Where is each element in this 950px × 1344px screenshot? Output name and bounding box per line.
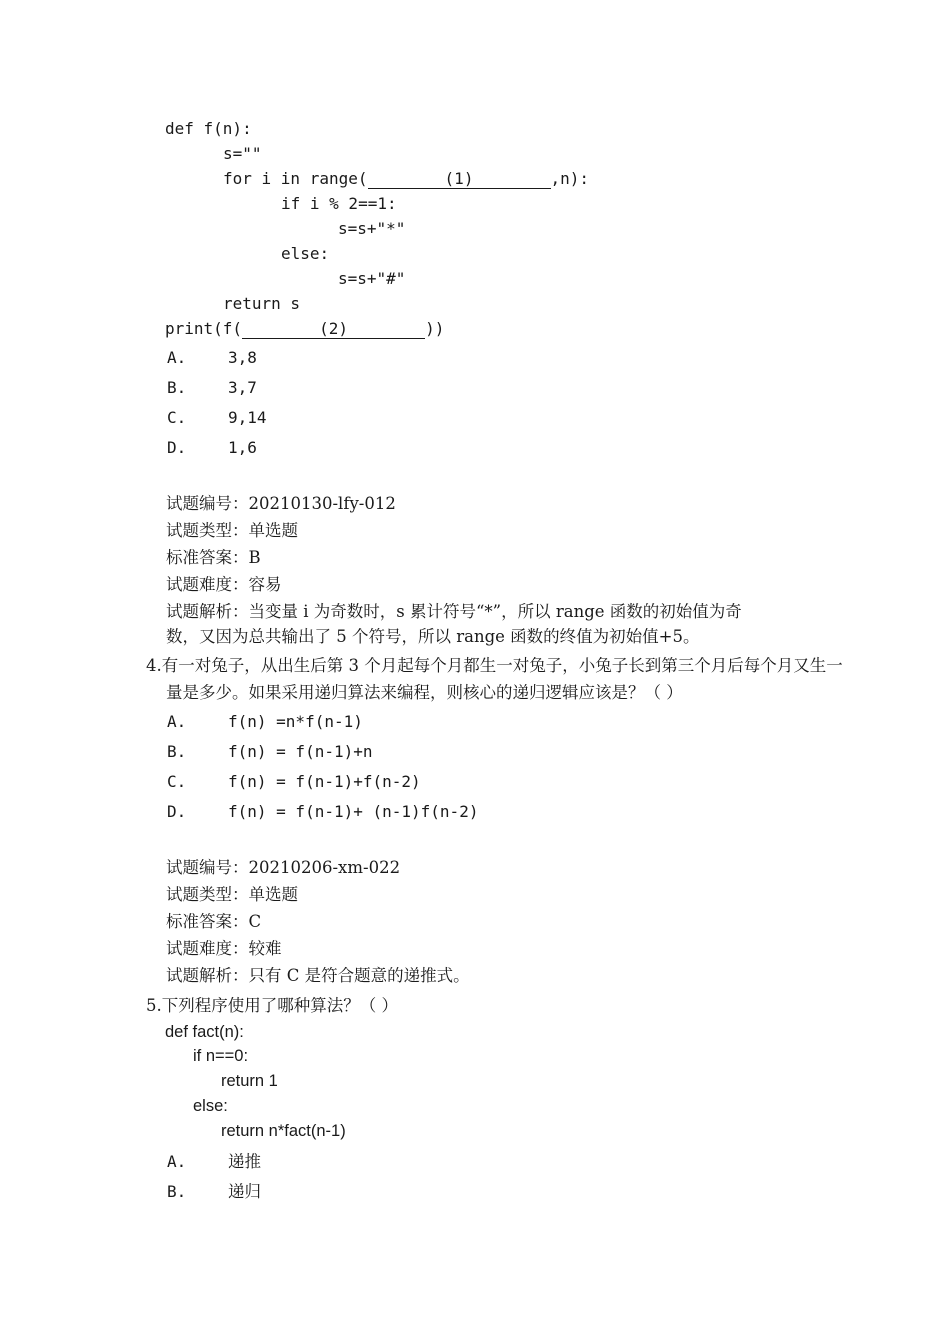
question-stem: 5.下列程序使用了哪种算法？（ ） (146, 996, 398, 1015)
option-text: 递推 (228, 1152, 261, 1171)
question-stem: 量是多少。如果采用递归算法来编程，则核心的递归逻辑应该是？（ ） (166, 683, 683, 702)
question-type: 试题类型：单选题 (166, 521, 298, 540)
option-text: 3,8 (228, 348, 257, 367)
option-text: f(n) = f(n-1)+f(n-2) (228, 772, 421, 791)
analysis-line: 试题解析：只有 C 是符合题意的递推式。 (166, 966, 470, 985)
analysis-line: 数，又因为总共输出了 5 个符号，所以 range 函数的终值为初始值+5。 (166, 627, 700, 646)
code-line (165, 318, 444, 340)
code-line (223, 168, 589, 190)
code-line: if n==0: (193, 1047, 249, 1065)
option-text: 3,7 (228, 378, 257, 397)
difficulty: 试题难度：较难 (166, 939, 282, 958)
standard-answer: 标准答案：C (166, 912, 262, 931)
code-line: else: (281, 244, 330, 263)
fill-blank-1: (1) (368, 170, 551, 189)
option-letter: A. (167, 712, 187, 731)
question-type: 试题类型：单选题 (166, 885, 298, 904)
code-line: s=s+"#" (338, 269, 406, 288)
code-text: print(f( (165, 319, 243, 338)
fill-blank-2: (2) (242, 320, 425, 339)
option-letter: A. (167, 1152, 187, 1171)
option-letter: D. (167, 438, 187, 457)
code-line: def f(n): (165, 119, 252, 138)
code-text: ,n): (550, 169, 590, 188)
code-text: for i in range( (223, 169, 368, 188)
option-letter: C. (167, 408, 187, 427)
difficulty: 试题难度：容易 (166, 575, 282, 594)
code-line: s="" (223, 144, 262, 163)
option-letter: B. (167, 1182, 187, 1201)
option-letter: D. (167, 802, 187, 821)
code-line: return s (223, 294, 301, 313)
option-letter: B. (167, 378, 187, 397)
question-id: 试题编号：20210130-lfy-012 (166, 494, 396, 513)
code-line: return n*fact(n-1) (221, 1122, 346, 1140)
option-text: f(n) = f(n-1)+n (228, 742, 373, 761)
option-letter: A. (167, 348, 187, 367)
code-line: else: (193, 1097, 228, 1115)
option-text: 9,14 (228, 408, 267, 427)
standard-answer: 标准答案：B (166, 548, 261, 567)
option-letter: B. (167, 742, 187, 761)
code-line: def fact(n): (165, 1023, 244, 1041)
code-line: s=s+"*" (338, 219, 406, 238)
analysis-line: 试题解析：当变量 i 为奇数时，s 累计符号“*”，所以 range 函数的初始值为奇 (166, 602, 742, 621)
option-text: f(n) =n*f(n-1) (228, 712, 363, 731)
code-text: )) (425, 319, 445, 338)
question-stem: 4.有一对兔子，从出生后第 3 个月起每个月都生一对兔子，小兔子长到第三个月后每个月又生一 (146, 656, 843, 675)
code-line: if i % 2==1: (281, 194, 397, 213)
question-id: 试题编号：20210206-xm-022 (166, 858, 401, 877)
option-letter: C. (167, 772, 187, 791)
option-text: 1,6 (228, 438, 257, 457)
code-line: return 1 (221, 1072, 278, 1090)
option-text: 递归 (228, 1182, 261, 1201)
option-text: f(n) = f(n-1)+ (n-1)f(n-2) (228, 802, 479, 821)
